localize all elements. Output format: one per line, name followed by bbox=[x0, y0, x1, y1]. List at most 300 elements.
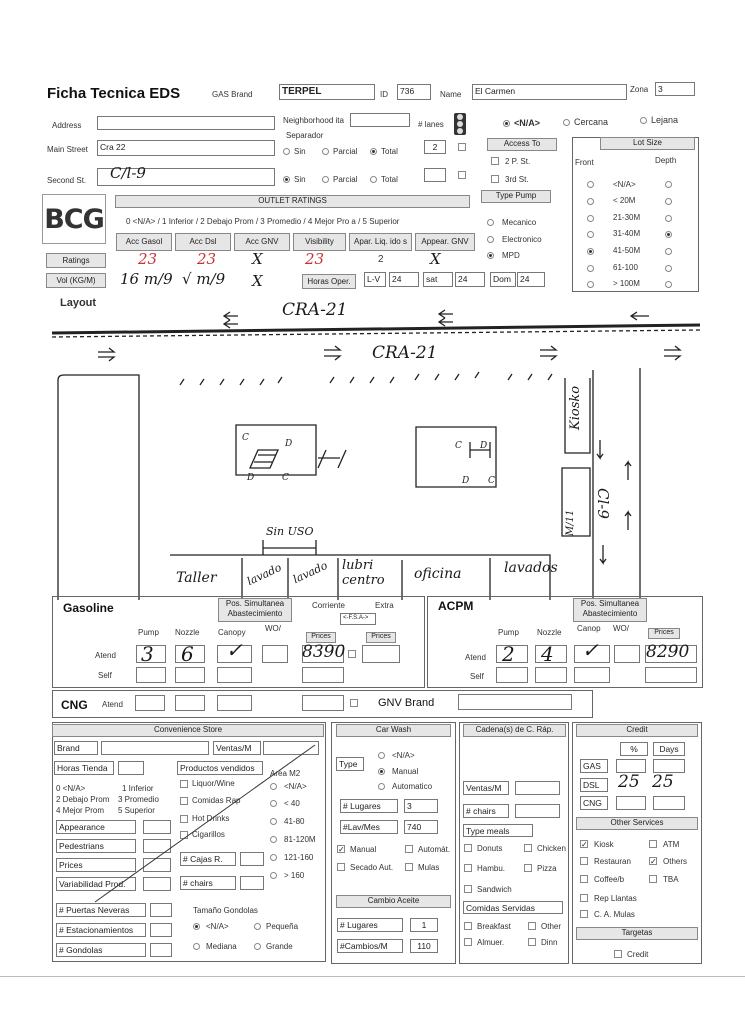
second-lanes-field[interactable] bbox=[424, 168, 446, 182]
credit-card-checkbox[interactable] bbox=[614, 950, 622, 958]
horas-tienda-label: Horas Tienda bbox=[54, 761, 114, 775]
gasoline-canopy-self[interactable] bbox=[217, 667, 252, 683]
sandwich-label: Sandwich bbox=[477, 885, 512, 894]
sandwich-checkbox[interactable] bbox=[464, 885, 472, 893]
carwash-lugares-field[interactable]: 3 bbox=[404, 799, 438, 813]
pedestrians-label: Pedestrians bbox=[56, 839, 136, 853]
cadena-ventas-label: Ventas/M bbox=[463, 781, 509, 795]
estacionamientos-label: # Estacionamientos bbox=[56, 923, 146, 937]
ratings-label: Ratings bbox=[46, 253, 106, 268]
productos-label: Productos vendidos bbox=[177, 761, 263, 775]
other-services-title: Other Services bbox=[576, 817, 698, 830]
bcg-logo bbox=[42, 194, 106, 244]
bay-label: Taller bbox=[176, 570, 217, 586]
lanes-label: # lanes bbox=[418, 120, 444, 129]
fsa-label: <-F.S.A-> bbox=[340, 613, 376, 625]
rating-acc-gnv: X bbox=[252, 250, 263, 268]
other-label: Other bbox=[541, 922, 562, 931]
chicken-label: Chicken bbox=[537, 844, 566, 853]
acpm-title: ACPM bbox=[438, 599, 474, 613]
prices-label: Prices bbox=[56, 858, 136, 872]
gasoline-atend-label: Atend bbox=[95, 651, 116, 660]
tba-label: TBA bbox=[663, 875, 679, 884]
carwash-manual-radio[interactable] bbox=[378, 768, 385, 775]
layout-door-label: C bbox=[455, 441, 462, 451]
convenience-scale-3: 2 Debajo Prom bbox=[56, 795, 110, 804]
acpm-nozzle-self[interactable] bbox=[535, 667, 567, 683]
separador-parcial-label: Parcial bbox=[333, 147, 358, 156]
convenience-scale-6: 5 Superior bbox=[118, 806, 155, 815]
gasoline-nozzle-value: 6 bbox=[181, 642, 194, 666]
electronico-radio[interactable] bbox=[487, 236, 494, 243]
credit-gas-pct[interactable] bbox=[616, 759, 646, 773]
lanes-checkbox[interactable] bbox=[458, 143, 466, 151]
cadena-chairs-label: # chairs bbox=[463, 804, 509, 818]
carwash-lav-label: #Lav/Mes bbox=[340, 820, 398, 834]
cercana-radio[interactable] bbox=[563, 119, 570, 126]
hambu-checkbox[interactable] bbox=[464, 864, 472, 872]
carwash-manual-check-label: Manual bbox=[350, 845, 377, 854]
convenience-scale-4: 3 Promedio bbox=[118, 795, 159, 804]
credit-cng-days[interactable] bbox=[653, 796, 685, 810]
sat-label: sat bbox=[423, 272, 453, 287]
convenience-title: Convenience Store bbox=[52, 724, 324, 737]
cng-field-1[interactable] bbox=[135, 695, 165, 711]
cambio-lugares-field[interactable]: 1 bbox=[410, 918, 438, 932]
cigarillos-label: Cigarillos bbox=[192, 830, 225, 839]
tamano-grande-radio[interactable] bbox=[254, 943, 261, 950]
area-option-label: 81-120M bbox=[284, 835, 316, 844]
lot-front-radio[interactable] bbox=[587, 231, 594, 238]
bay-label: lavados bbox=[504, 560, 558, 576]
rep-llantas-label: Rep Llantas bbox=[594, 894, 637, 903]
tamano-grande-label: Grande bbox=[266, 942, 293, 951]
credit-gas-label: GAS bbox=[580, 759, 608, 773]
gas-brand-field[interactable]: TERPEL bbox=[279, 84, 375, 100]
convenience-ventas-label: Ventas/M bbox=[213, 741, 261, 755]
coffee-checkbox[interactable] bbox=[580, 875, 588, 883]
neighborhood-label: Neighborhood ita bbox=[283, 116, 344, 125]
dinn-checkbox[interactable] bbox=[528, 938, 536, 946]
cajas-label: # Cajas R. bbox=[180, 852, 236, 866]
puertas-label: # Puertas Neveras bbox=[56, 903, 146, 917]
layout-door-label: D bbox=[462, 476, 470, 486]
second-parcial-radio[interactable] bbox=[322, 176, 329, 183]
carwash-automatico-radio[interactable] bbox=[378, 783, 385, 790]
others-checkbox[interactable]: ✓ bbox=[650, 857, 657, 866]
id-label: ID bbox=[380, 90, 388, 99]
mini-label: M/11 bbox=[565, 509, 576, 536]
lot-front-radio[interactable] bbox=[587, 181, 594, 188]
carwash-automat-checkbox[interactable] bbox=[405, 845, 413, 853]
name-field[interactable]: El Carmen bbox=[472, 84, 627, 100]
lejana-radio[interactable] bbox=[640, 117, 647, 124]
traffic-light-icon bbox=[454, 113, 466, 135]
outlet-column-header: Acc GNV bbox=[234, 233, 290, 251]
puertas-field[interactable] bbox=[150, 903, 172, 917]
layout-door-label: D bbox=[247, 473, 255, 483]
vol-dsl: √ m/9 bbox=[182, 270, 226, 288]
cadena-ventas-field[interactable] bbox=[515, 781, 560, 795]
chairs-label: # chairs bbox=[180, 876, 236, 890]
street-label-bottom: CRA-21 bbox=[372, 343, 438, 363]
lot-depth-label: Depth bbox=[655, 156, 677, 165]
layout-label: Layout bbox=[60, 297, 97, 309]
kiosk-label: Kiosk bbox=[594, 840, 614, 849]
acpm-wo-label: WO/ bbox=[613, 624, 629, 633]
ca-mulas-checkbox[interactable] bbox=[580, 910, 588, 918]
atm-label: ATM bbox=[663, 840, 680, 849]
zona-field[interactable]: 3 bbox=[655, 82, 695, 96]
acpm-canop-check: ✓ bbox=[582, 638, 599, 662]
mpd-label: MPD bbox=[502, 251, 520, 260]
cambio-aceite-title: Cambio Aceite bbox=[336, 895, 451, 908]
rep-llantas-checkbox[interactable] bbox=[580, 894, 588, 902]
carwash-title: Car Wash bbox=[336, 724, 451, 737]
name-label: Name bbox=[440, 90, 462, 99]
mecanico-radio[interactable] bbox=[487, 219, 494, 226]
cambios-field[interactable]: 110 bbox=[410, 939, 438, 953]
main-street-field[interactable]: Cra 22 bbox=[97, 140, 275, 156]
breakfast-checkbox[interactable] bbox=[464, 922, 472, 930]
carwash-mulas-checkbox[interactable] bbox=[405, 863, 413, 871]
layout-door-label: C bbox=[282, 473, 289, 483]
carwash-automatico-label: Automatico bbox=[392, 782, 433, 791]
lot-option-label: < 20M bbox=[613, 196, 636, 205]
hambu-label: Hambu. bbox=[477, 864, 506, 873]
acpm-pos-title: Pos. Simultanea Abastecimiento bbox=[573, 598, 647, 622]
type-pump-title: Type Pump bbox=[481, 190, 551, 203]
tamano-label: Tamaño Gondolas bbox=[193, 906, 258, 915]
horas-oper-label: Horas Oper. bbox=[302, 274, 356, 289]
credit-pct-label: % bbox=[620, 742, 648, 756]
carwash-na-label: <N/A> bbox=[392, 751, 415, 760]
layout-door-label: C bbox=[242, 433, 249, 443]
credit-dsl-days: 25 bbox=[652, 772, 674, 792]
vol-gasol: 16 m/9 bbox=[120, 270, 173, 288]
gasoline-corriente-checkbox[interactable] bbox=[348, 650, 356, 658]
area-option-label: > 160 bbox=[284, 871, 305, 880]
outlet-column-header: Appear. GNV bbox=[415, 233, 475, 251]
gondolas-label: # Gondolas bbox=[56, 943, 146, 957]
gnv-brand-field[interactable] bbox=[458, 694, 572, 710]
restaurant-checkbox[interactable] bbox=[580, 857, 588, 865]
gasoline-canopy-check: ✓ bbox=[226, 638, 243, 662]
comidas-servidas-label: Comidas Servidas bbox=[463, 901, 563, 914]
lot-option-label: > 100M bbox=[613, 279, 640, 288]
layout-door-label: D bbox=[480, 441, 488, 451]
outlet-ratings-title: OUTLET RATINGS bbox=[115, 195, 470, 208]
cng-title: CNG bbox=[61, 698, 88, 712]
separador-total-label: Total bbox=[381, 147, 398, 156]
pizza-checkbox[interactable] bbox=[524, 864, 532, 872]
lot-depth-radio[interactable] bbox=[665, 181, 672, 188]
layout-door-label: C bbox=[488, 476, 495, 486]
targetas-title: Targetas bbox=[576, 927, 698, 940]
gnv-brand-label: GNV Brand bbox=[378, 697, 435, 709]
cng-field-2[interactable] bbox=[175, 695, 205, 711]
almuer-checkbox[interactable] bbox=[464, 938, 472, 946]
acpm-price-self[interactable] bbox=[645, 667, 697, 683]
lot-depth-radio[interactable] bbox=[665, 265, 672, 272]
lot-depth-radio[interactable] bbox=[665, 231, 672, 238]
electronico-label: Electronico bbox=[502, 235, 542, 244]
acpm-wo-atend[interactable] bbox=[614, 645, 640, 663]
rating-acc-dsl: 23 bbox=[197, 250, 217, 268]
cng-checkbox[interactable] bbox=[350, 699, 358, 707]
bay-label: lavado bbox=[290, 558, 330, 587]
kiosko-label: Kiosko bbox=[568, 385, 583, 430]
others-label: Others bbox=[663, 857, 688, 866]
page-bottom-rule bbox=[0, 976, 745, 977]
tamano-pequena-radio[interactable] bbox=[254, 923, 261, 930]
area-option-label: 121-160 bbox=[284, 853, 314, 862]
hot-drinks-label: Hot Drinks bbox=[192, 814, 230, 823]
acpm-prices-label: Prices bbox=[648, 628, 680, 639]
outlet-column-header: Apar. Liq. ido s bbox=[349, 233, 412, 251]
lot-front-radio[interactable] bbox=[587, 215, 594, 222]
carwash-automat-label: Automát. bbox=[418, 845, 451, 854]
gasoline-nozzle-self[interactable] bbox=[175, 667, 205, 683]
donuts-checkbox[interactable] bbox=[464, 844, 472, 852]
id-field[interactable]: 736 bbox=[397, 84, 431, 100]
vol-label: Vol (KG/M) bbox=[46, 273, 106, 288]
access-2p-checkbox[interactable] bbox=[491, 157, 499, 165]
gasoline-extra-atend[interactable] bbox=[362, 645, 400, 663]
estacionamientos-field[interactable] bbox=[150, 923, 172, 937]
lot-option-label: 61-100 bbox=[613, 263, 638, 272]
second-parcial-label: Parcial bbox=[333, 175, 358, 184]
extra-label: Extra bbox=[375, 601, 394, 610]
mpd-radio[interactable] bbox=[487, 252, 494, 259]
tamano-mediana-radio[interactable] bbox=[193, 943, 200, 950]
gasoline-wo-atend[interactable] bbox=[262, 645, 288, 663]
lanes-field[interactable]: 2 bbox=[424, 140, 446, 154]
layout-door-label: D bbox=[285, 439, 293, 449]
area-option-label: 41-80 bbox=[284, 817, 305, 826]
carwash-lav-field[interactable]: 740 bbox=[404, 820, 438, 834]
neighborhood-field[interactable] bbox=[350, 113, 410, 127]
separador-sin-label: Sin bbox=[294, 147, 306, 156]
chicken-checkbox[interactable] bbox=[524, 844, 532, 852]
outlet-column-header: Acc Gasol bbox=[116, 233, 172, 251]
credit-cng-label: CNG bbox=[580, 796, 608, 810]
lot-depth-radio[interactable] bbox=[665, 198, 672, 205]
lot-depth-radio[interactable] bbox=[665, 281, 672, 288]
form-title: Ficha Tecnica EDS bbox=[47, 85, 181, 102]
carwash-manual-label: Manual bbox=[392, 767, 419, 776]
access-3rd-checkbox[interactable] bbox=[491, 175, 499, 183]
lot-option-label: 41-50M bbox=[613, 246, 641, 255]
acpm-atend-label: Atend bbox=[465, 653, 486, 662]
comidas-label: Comidas Rap bbox=[192, 796, 241, 805]
separador-sin-radio[interactable] bbox=[283, 148, 290, 155]
lot-option-label: 21-30M bbox=[613, 213, 641, 222]
area-option-label: < 40 bbox=[284, 799, 300, 808]
carwash-type-label: Type bbox=[336, 757, 364, 771]
type-meals-label: Type meals bbox=[463, 824, 533, 837]
side-street-label: Cl-9 bbox=[594, 488, 612, 519]
lv-field[interactable]: 24 bbox=[389, 272, 419, 287]
lot-front-label: Front bbox=[575, 158, 594, 167]
carwash-secado-label: Secado Aut. bbox=[350, 863, 394, 872]
rating-acc-gasol: 23 bbox=[138, 250, 158, 268]
cng-field-4[interactable] bbox=[302, 695, 344, 711]
convenience-strikethrough bbox=[90, 742, 320, 907]
gasoline-pos-title: Pos. Simultanea Abastecimiento bbox=[218, 598, 292, 622]
gasoline-pump-self[interactable] bbox=[136, 667, 166, 683]
acpm-nozzle-label: Nozzle bbox=[537, 628, 562, 637]
cadena-chairs-field[interactable] bbox=[515, 804, 560, 818]
lot-option-label: 31-40M bbox=[613, 229, 641, 238]
acpm-nozzle-value: 4 bbox=[541, 642, 554, 666]
ca-mulas-label: C. A. Mulas bbox=[594, 910, 635, 919]
lot-front-radio[interactable] bbox=[587, 198, 594, 205]
pizza-label: Pizza bbox=[537, 864, 557, 873]
lejana-label: Lejana bbox=[651, 115, 679, 125]
gasoline-nozzle-label: Nozzle bbox=[175, 628, 200, 637]
gasoline-wo-label: WO/ bbox=[265, 624, 281, 633]
tba-checkbox[interactable] bbox=[649, 875, 657, 883]
almuer-label: Almuer. bbox=[477, 938, 505, 947]
acpm-price-value: 8290 bbox=[646, 642, 690, 662]
credit-gas-days[interactable] bbox=[653, 759, 685, 773]
lot-front-radio[interactable] bbox=[587, 265, 594, 272]
carwash-lugares-label: # Lugares bbox=[340, 799, 398, 813]
vol-gnv: X bbox=[252, 272, 263, 290]
lot-option-label: <N/A> bbox=[613, 180, 636, 189]
coffee-label: Coffee/b bbox=[594, 875, 625, 884]
second-lanes-checkbox[interactable] bbox=[458, 171, 466, 179]
lot-size-title: Lot Size bbox=[600, 137, 695, 150]
acpm-pump-self[interactable] bbox=[496, 667, 528, 683]
variabilidad-label: Variabilidad Prod. bbox=[56, 877, 136, 891]
bay-label: lavado bbox=[244, 560, 284, 589]
zona-label: Zona bbox=[630, 85, 649, 94]
breakfast-label: Breakfast bbox=[477, 922, 511, 931]
gasoline-prices-label: Prices bbox=[306, 632, 336, 643]
separador-parcial-radio[interactable] bbox=[322, 148, 329, 155]
na-label: <N/A> bbox=[514, 118, 541, 128]
second-total-label: Total bbox=[381, 175, 398, 184]
cambios-label: #Cambios/M bbox=[337, 939, 403, 953]
outlet-column-header: Acc Dsl bbox=[175, 233, 231, 251]
carwash-na-radio[interactable] bbox=[378, 752, 385, 759]
mecanico-label: Mecanico bbox=[502, 218, 537, 227]
sin-uso-label: Sin USO bbox=[266, 525, 314, 538]
street-label-top: CRA-21 bbox=[282, 300, 348, 320]
tamano-na-label: <N/A> bbox=[206, 922, 229, 931]
address-field[interactable] bbox=[97, 116, 275, 130]
access-title: Access To bbox=[487, 138, 557, 151]
address-label: Address bbox=[52, 121, 82, 130]
restaurant-label: Restauran bbox=[594, 857, 631, 866]
tamano-na-radio[interactable] bbox=[193, 923, 200, 930]
liquor-label: Liquor/Wine bbox=[192, 779, 235, 788]
cadena-title: Cadena(s) de C. Ráp. bbox=[463, 724, 566, 737]
tamano-pequena-label: Pequeña bbox=[266, 922, 299, 931]
gasoline-canopy-label: Canopy bbox=[218, 628, 246, 637]
cng-atend-label: Atend bbox=[102, 700, 123, 709]
credit-dsl-pct: 25 bbox=[618, 772, 640, 792]
access-2p-label: 2 P. St. bbox=[505, 157, 531, 166]
bcg-logo-text: BCG bbox=[44, 204, 104, 235]
rating-appear-gnv: X bbox=[430, 250, 441, 268]
cercana-label: Cercana bbox=[574, 117, 609, 127]
credit-days-label: Days bbox=[653, 742, 685, 756]
area-option-label: <N/A> bbox=[284, 782, 307, 791]
corriente-label: Corriente bbox=[312, 601, 345, 610]
atm-checkbox[interactable] bbox=[649, 840, 657, 848]
carwash-manual-checkbox[interactable]: ✓ bbox=[338, 845, 345, 854]
access-3rd-label: 3rd St. bbox=[505, 175, 529, 184]
kiosk-checkbox[interactable]: ✓ bbox=[581, 840, 588, 849]
na-radio[interactable] bbox=[503, 120, 510, 127]
credit-card-label: Credit bbox=[627, 950, 649, 959]
outlet-column-header: Visibility bbox=[293, 233, 346, 251]
second-total-radio[interactable] bbox=[370, 176, 377, 183]
gasoline-prices-label-extra: Prices bbox=[366, 632, 396, 643]
gas-brand-label: GAS Brand bbox=[212, 90, 253, 99]
convenience-scale-2: 1 Inferior bbox=[122, 784, 154, 793]
bay-label: lubri centro bbox=[342, 558, 385, 588]
credit-title: Credit bbox=[576, 724, 698, 737]
gasoline-title: Gasoline bbox=[63, 601, 114, 615]
gasoline-self-label: Self bbox=[98, 671, 112, 680]
convenience-scale-5: 4 Mejor Prom bbox=[56, 806, 105, 815]
lot-front-radio[interactable] bbox=[587, 281, 594, 288]
rating-apar-liquidos: 2 bbox=[378, 254, 384, 265]
dinn-label: Dinn bbox=[541, 938, 558, 947]
outlet-scale: 0 <N/A> / 1 Inferior / 2 Debajo Prom / 3 Promedio / 4 Mejor Pro a / 5 Superior bbox=[126, 217, 400, 226]
gondolas-field[interactable] bbox=[150, 943, 172, 957]
lv-label: L-V bbox=[364, 272, 386, 287]
convenience-brand-label: Brand bbox=[54, 741, 98, 755]
lot-depth-radio[interactable] bbox=[665, 215, 672, 222]
credit-cng-pct[interactable] bbox=[616, 796, 646, 810]
separador-total-radio[interactable] bbox=[370, 148, 377, 155]
lot-depth-radio[interactable] bbox=[665, 248, 672, 255]
main-street-label: Main Street bbox=[47, 145, 88, 154]
area-label: Area M2 bbox=[270, 769, 301, 778]
bay-label: oficina bbox=[414, 566, 462, 582]
sat-field[interactable]: 24 bbox=[455, 272, 485, 287]
acpm-pump-label: Pump bbox=[498, 628, 519, 637]
second-sin-radio[interactable] bbox=[283, 176, 290, 183]
credit-dsl-label: DSL bbox=[580, 778, 608, 792]
cng-field-3[interactable] bbox=[217, 695, 252, 711]
gasoline-pump-label: Pump bbox=[138, 628, 159, 637]
acpm-canop-label: Canop bbox=[577, 624, 601, 633]
gasoline-price-self[interactable] bbox=[302, 667, 344, 683]
appearance-label: Appearance bbox=[56, 820, 136, 834]
second-sin-label: Sin bbox=[294, 175, 306, 184]
acpm-self-label: Self bbox=[470, 672, 484, 681]
rating-visibility: 23 bbox=[305, 250, 325, 268]
dom-field[interactable]: 24 bbox=[517, 272, 545, 287]
second-st-value: C/l-9 bbox=[110, 164, 146, 182]
acpm-canop-self[interactable] bbox=[574, 667, 610, 683]
donuts-label: Donuts bbox=[477, 844, 503, 853]
second-st-label: Second St. bbox=[47, 176, 87, 185]
tamano-mediana-label: Mediana bbox=[206, 942, 237, 951]
carwash-secado-checkbox[interactable] bbox=[337, 863, 345, 871]
other-checkbox[interactable] bbox=[528, 922, 536, 930]
gasoline-price-value: 8390 bbox=[302, 642, 346, 662]
acpm-pump-value: 2 bbox=[502, 642, 515, 666]
lot-front-radio[interactable] bbox=[587, 248, 594, 255]
cambio-lugares-label: # Lugares bbox=[337, 918, 403, 932]
